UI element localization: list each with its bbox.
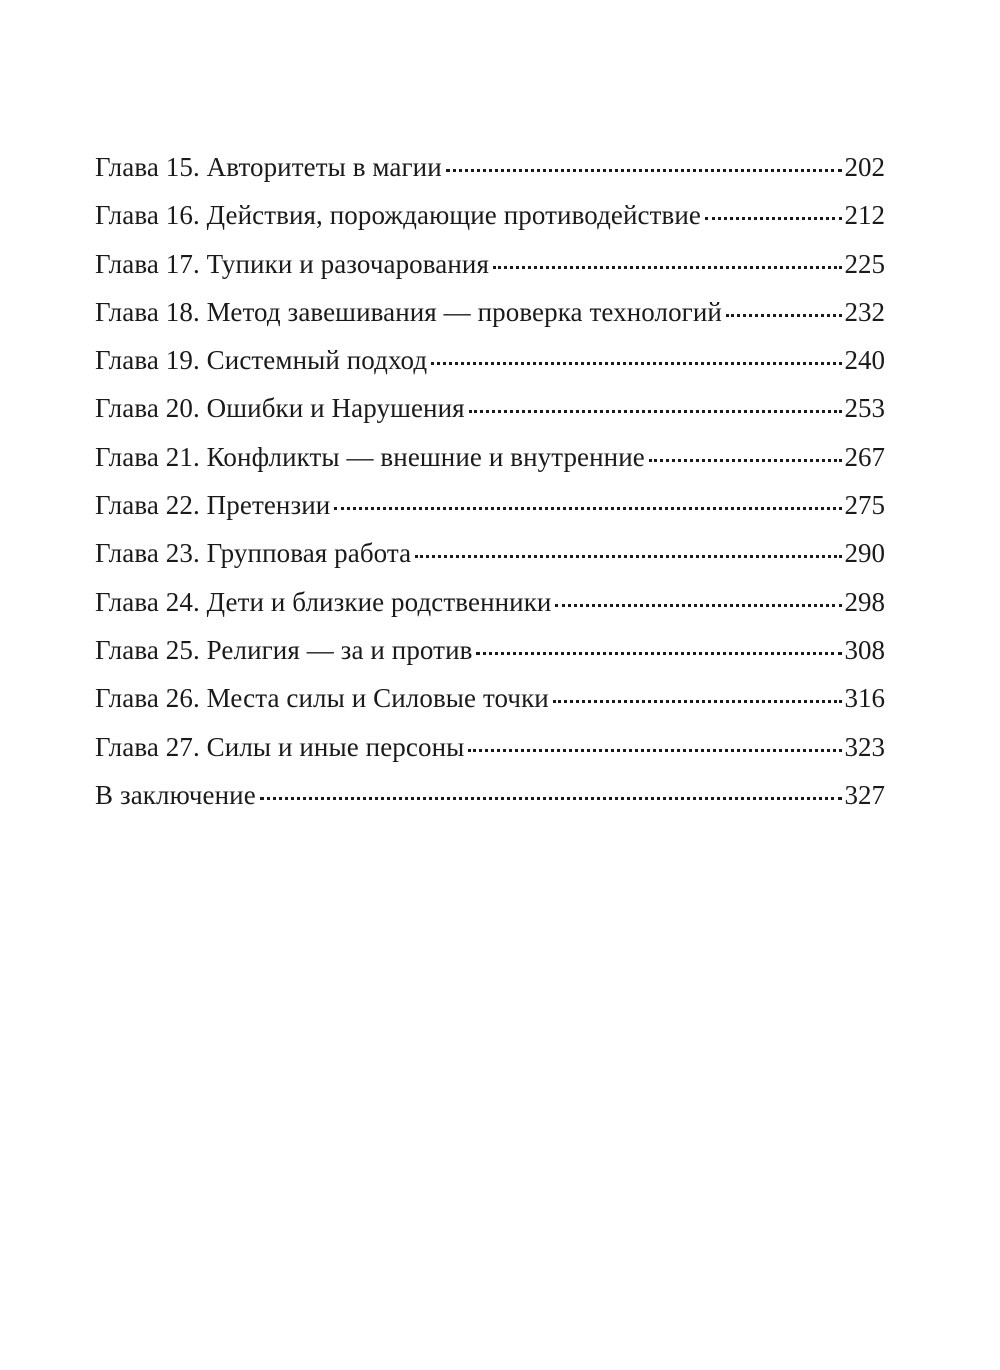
dot-leader: [260, 797, 842, 800]
toc-entry-chapter-23: [95, 529, 885, 577]
toc-entry-title: Глава 26. Места силы и Силовые точки: [95, 683, 549, 714]
toc-entry-chapter-24: [95, 578, 885, 626]
dot-leader: [649, 459, 842, 462]
toc-entry-page: 316: [844, 683, 885, 714]
toc-entry-chapter-21: [95, 433, 885, 481]
toc-entry-page: 240: [844, 345, 885, 376]
dot-leader: [468, 749, 841, 752]
toc-entry-title: Глава 21. Конфликты — внешние и внутренние: [95, 441, 645, 472]
toc-entry-conclusion: [95, 771, 885, 819]
toc-entry-page: 308: [844, 634, 885, 665]
toc-entry-title: Глава 25. Религия — за и против: [95, 634, 473, 665]
toc-entry-page: 275: [844, 490, 885, 521]
toc-entry-chapter-18: [95, 288, 885, 336]
dot-leader: [334, 507, 841, 510]
dot-leader: [705, 217, 841, 220]
toc-entry-title: Глава 24. Дети и близкие родственники: [95, 586, 552, 617]
dot-leader: [553, 700, 842, 703]
toc-entry-page: 327: [844, 779, 885, 810]
toc-entry-title: В заключение: [95, 779, 256, 810]
toc-entry-page: 212: [844, 200, 885, 231]
dot-leader: [431, 362, 841, 365]
toc-entry-chapter-15: [95, 143, 885, 191]
toc-entry-title: Глава 22. Претензии: [95, 490, 331, 521]
toc-entry-page: 225: [844, 248, 885, 279]
toc-entry-title: Глава 23. Групповая работа: [95, 538, 412, 569]
toc-entry-page: 202: [844, 152, 885, 182]
dot-leader: [476, 652, 841, 655]
dot-leader: [469, 410, 842, 413]
toc-entry-title: Глава 19. Системный подход: [95, 345, 428, 376]
toc-entry-chapter-22: [95, 481, 885, 529]
toc-entry-page: 290: [844, 538, 885, 569]
toc-entry-chapter-25: [95, 626, 885, 674]
dot-leader: [493, 266, 842, 269]
toc-entry-page: 323: [844, 731, 885, 762]
dot-leader: [555, 604, 841, 607]
toc-entry-chapter-20: [95, 384, 885, 432]
table-of-contents: [95, 143, 885, 819]
toc-entry-chapter-27: [95, 723, 885, 771]
dot-leader: [415, 555, 841, 558]
toc-entry-title: Глава 17. Тупики и разочарования: [95, 248, 489, 279]
toc-entry-chapter-26: [95, 674, 885, 722]
toc-entry-title: Глава 20. Ошибки и Нарушения: [95, 393, 465, 424]
dot-leader: [726, 314, 842, 317]
toc-entry-title: Глава 15. Авторитеты в магии: [95, 152, 442, 182]
toc-entry-page: 232: [844, 296, 885, 327]
dot-leader: [446, 169, 842, 172]
toc-entry-title: Глава 16. Действия, порождающие противодействие: [95, 200, 702, 231]
toc-entry-title: Глава 27. Силы и иные персоны: [95, 731, 465, 762]
toc-entry-page: 267: [844, 441, 885, 472]
toc-entry-page: 253: [844, 393, 885, 424]
toc-entry-page: 298: [844, 586, 885, 617]
toc-entry-chapter-19: [95, 336, 885, 384]
toc-entry-chapter-16: [95, 191, 885, 239]
toc-entry-chapter-17: [95, 240, 885, 288]
toc-entry-title: Глава 18. Метод завешивания — проверка технологий: [95, 296, 722, 327]
